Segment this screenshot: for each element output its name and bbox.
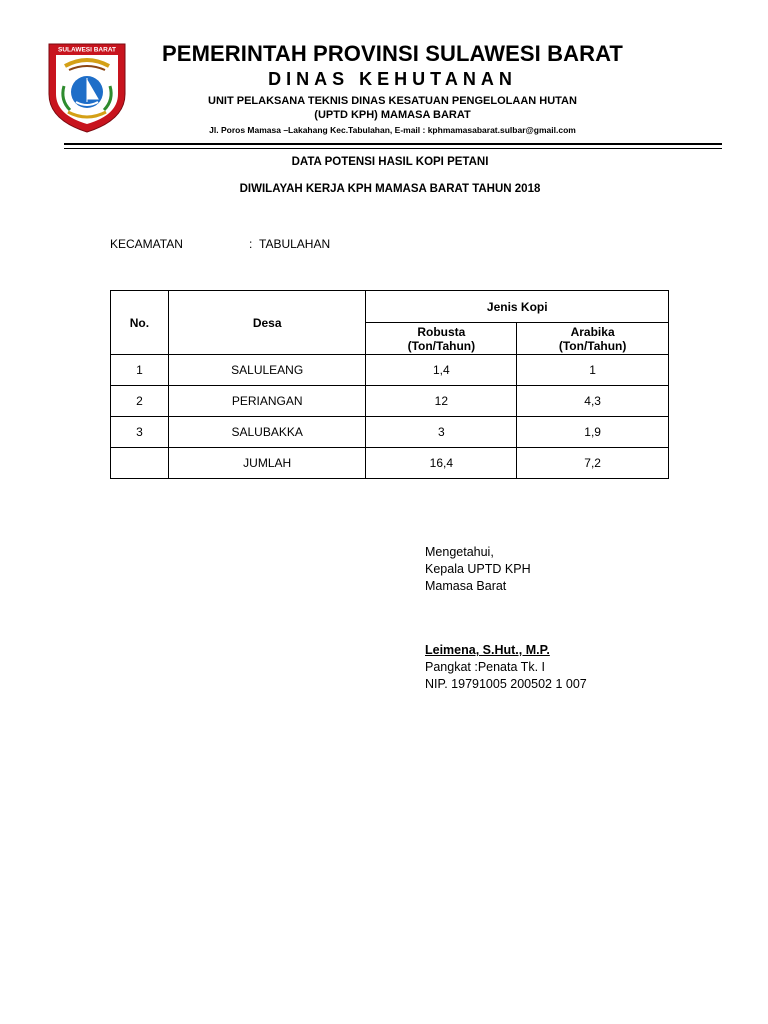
signatory-name: Leimena, S.Hut., M.P. [425, 643, 550, 657]
table-header-row [111, 291, 669, 323]
letterhead-address: Jl. Poros Mamasa –Lakahang Kec.Tabulahan, E-mail : kphmamasabarat.sulbar@gmail.com [209, 125, 576, 135]
cell-no [111, 448, 169, 479]
header-arabika-unit: (Ton/Tahun) [558, 338, 627, 353]
letterhead-divider-thick [64, 143, 722, 145]
header-robusta-name: Robusta [417, 324, 466, 339]
cell-total-label: JUMLAH [168, 448, 366, 479]
cell-robusta: 12 [366, 386, 517, 417]
logo-text: SULAWESI BARAT [57, 46, 117, 54]
header-jenis-kopi: Jenis Kopi [366, 291, 669, 323]
kecamatan-label: KECAMATAN [110, 237, 183, 251]
cell-no: 1 [111, 355, 169, 386]
letterhead-government-name: PEMERINTAH PROVINSI SULAWESI BARAT [162, 41, 623, 66]
document-subtitle: DIWILAYAH KERJA KPH MAMASA BARAT TAHUN 2018 [239, 183, 541, 195]
header-robusta-unit: (Ton/Tahun) [407, 338, 476, 353]
signature-office: Mamasa Barat [425, 579, 507, 593]
cell-desa: SALUBAKKA [168, 417, 366, 448]
table-row [111, 417, 669, 448]
signature-acknowledged: Mengetahui, [425, 545, 494, 559]
cell-arabika: 4,3 [517, 386, 669, 417]
letterhead-unit-subname: (UPTD KPH) MAMASA BARAT [314, 109, 471, 121]
sulawesi-barat-emblem-logo [46, 42, 128, 134]
cell-robusta: 1,4 [366, 355, 517, 386]
header-arabika [517, 323, 669, 355]
kecamatan-value: TABULAHAN [259, 237, 331, 251]
letterhead-divider-thin [64, 148, 722, 149]
signatory-rank: Pangkat :Penata Tk. I [425, 660, 545, 674]
header-desa: Desa [168, 291, 366, 355]
table-row [111, 355, 669, 386]
header-no: No. [111, 291, 169, 355]
table-total-row [111, 448, 669, 479]
cell-desa: SALULEANG [168, 355, 366, 386]
letterhead-unit-name: UNIT PELAKSANA TEKNIS DINAS KESATUAN PENGELOLAAN HUTAN [208, 95, 577, 107]
cell-robusta: 3 [366, 417, 517, 448]
cell-total-robusta: 16,4 [366, 448, 517, 479]
header-arabika-name: Arabika [570, 324, 615, 339]
letterhead-department-name: DINAS KEHUTANAN [268, 69, 517, 89]
header-robusta [366, 323, 517, 355]
document-title: DATA POTENSI HASIL KOPI PETANI [291, 156, 489, 168]
cell-arabika: 1,9 [517, 417, 669, 448]
cell-total-arabika: 7,2 [517, 448, 669, 479]
signature-position: Kepala UPTD KPH [425, 562, 531, 576]
coffee-production-table [110, 290, 669, 479]
cell-no: 3 [111, 417, 169, 448]
kecamatan-colon: : [249, 237, 253, 251]
cell-desa: PERIANGAN [168, 386, 366, 417]
table-row [111, 386, 669, 417]
signatory-nip: NIP. 19791005 200502 1 007 [425, 677, 587, 691]
cell-arabika: 1 [517, 355, 669, 386]
cell-no: 2 [111, 386, 169, 417]
